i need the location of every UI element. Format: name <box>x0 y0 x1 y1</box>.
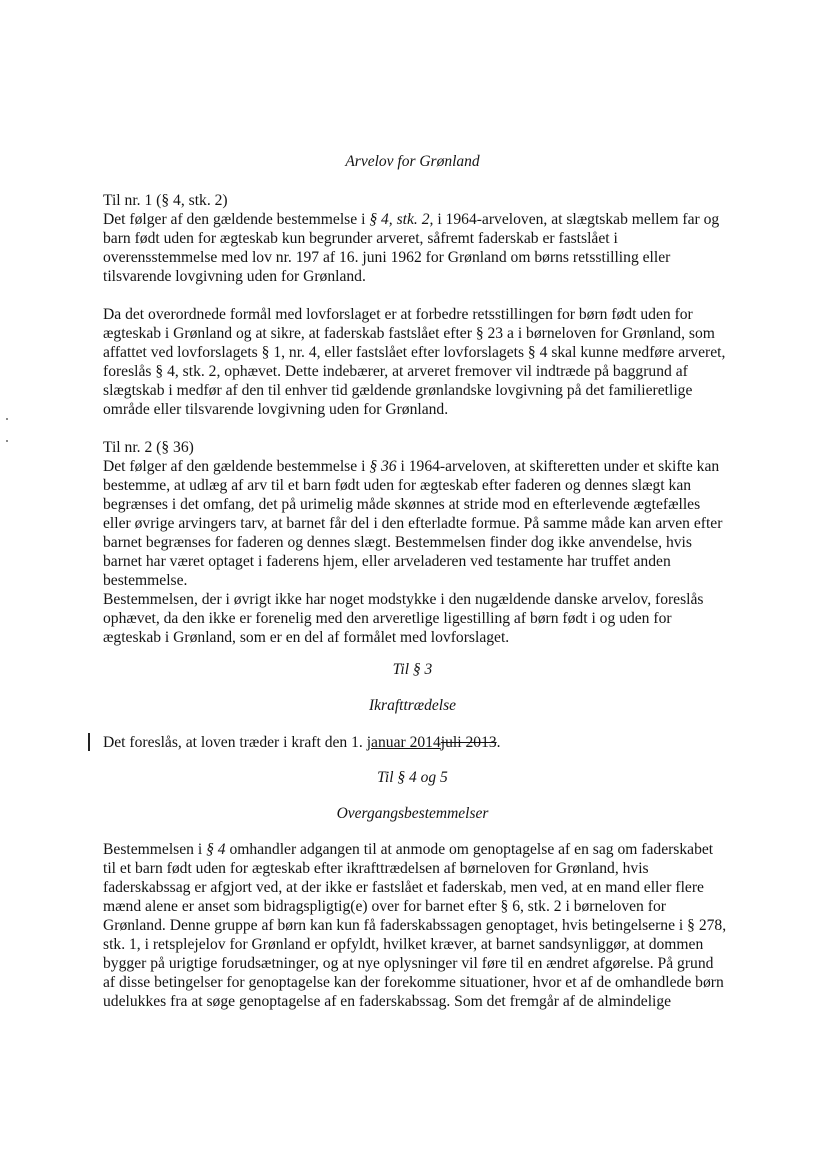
section-nr1 <box>103 191 743 286</box>
text-line: barnet begrænses for faderen og dennes slægt. Bestemmelsen finder dog ikke anvendelse, hvis <box>103 534 692 551</box>
section-subtitle-overgang: Overgangsbestemmelser <box>336 805 489 822</box>
text-line: stk. 1, i retsplejelov for Grønland er opfyldt, hvilket kræver, at barnet sandsynliggør, at dommen <box>103 936 704 953</box>
paragraph-repeal <box>103 590 743 647</box>
text-line: affattet ved lovforslagets § 1, nr. 4, eller fastslået efter lovforslagets § 4 skal kunne medføre arveret, <box>103 344 726 361</box>
text-line: Bestemmelsen, der i øvrigt ikke har noget modstykke i den nugældende danske arvelov, foreslås <box>103 591 704 608</box>
text-line: barn født uden for ægteskab kun begrunder arveret, såfremt faderskab er fastslået i <box>103 230 618 247</box>
scan-mark <box>6 440 8 442</box>
paragraph-purpose <box>103 305 743 419</box>
text-line: Det følger af den gældende bestemmelse i § 4, stk. 2, i 1964-arveloven, at slægtskab mellem far og <box>103 211 720 228</box>
text-line: faderskabssag er afgjort ved, at der ikke er fastslået et faderskab, men ved, at en mand eller flere <box>103 879 704 896</box>
text-line: til et barn født uden for ægteskab efter ikrafttrædelsen af børneloven for Grønland, hvis <box>103 860 649 877</box>
text-line: ægteskab i Grønland og at sikre, at faderskab fastslået efter § 23 a i børneloven for Grønland, som <box>103 325 715 342</box>
text-line: Grønland. Denne gruppe af børn kan kun få faderskabssagen genoptaget, hvis betingelserne i § 278, <box>103 917 727 934</box>
paragraph-transition <box>103 840 743 1011</box>
text-line: Det følger af den gældende bestemmelse i § 36 i 1964-arveloven, at skifteretten under et skifte kan <box>103 458 720 475</box>
section-title-til3: Til § 3 <box>392 661 433 678</box>
text-line: område eller tilsvarende lovgivning uden for Grønland. <box>103 401 449 418</box>
inserted-text: januar 2014 <box>366 734 441 751</box>
text-line: bygger på urigtige forudsætninger, og at nye oplysninger vil føre til en ændret afgørelse. På grund <box>103 955 714 972</box>
text-line: begrænses i det omfang, det på urimelig måde skønnes at stride mod en efterlevende ægtefælles <box>103 496 701 513</box>
text-line: Bestemmelsen i § 4 omhandler adgangen til at anmode om genoptagelse af en sag om faderskabet <box>103 841 714 858</box>
text-line: barnet har været optaget i faderens hjem, eller arveladeren ved testamente har truffet anden <box>103 553 671 570</box>
text-line: Det foreslås, at loven træder i kraft den 1. januar 2014juli 2013. <box>103 734 501 751</box>
text-line: Da det overordnede formål med lovforslaget er at forbedre retsstillingen for børn født uden for <box>103 306 693 323</box>
scan-mark <box>6 418 8 420</box>
text-line: overensstemmelse med lov nr. 197 af 16. juni 1962 for Grønland om børns retsstilling eller <box>103 249 671 266</box>
text-line: ophævet, da den ikke er forenelig med den arveretlige ligestilling af børn født i og uden for <box>103 610 672 627</box>
section-heading: Til nr. 1 (§ 4, stk. 2) <box>103 192 228 209</box>
change-bar <box>88 733 90 751</box>
text-line: ægteskab i Grønland, som er en del af formålet med lovforslaget. <box>103 629 510 646</box>
text-line: bestemmelse. <box>103 572 188 589</box>
text-line: mænd alene er anset som bidragspligtig(e) over for barnet efter § 6, stk. 2 i børneloven for <box>103 898 666 915</box>
text-line: slægtskab i medfør af den til enhver tid gældende grønlandske lovgivning på det familieretlige <box>103 382 693 399</box>
deleted-text: juli 2013 <box>440 734 497 751</box>
text-line: tilsvarende lovgivning uden for Grønland. <box>103 268 366 285</box>
section-subtitle-ikraft: Ikrafttrædelse <box>369 697 456 714</box>
section-nr2 <box>103 438 743 590</box>
text-line: af disse betingelser for genoptagelse kan der forekomme situationer, hvor et af de omhandlede børn <box>103 974 724 991</box>
text-line: bestemme, at udlæg af arv til et barn født uden for ægteskab efter faderen og dennes slægt kan <box>103 477 692 494</box>
text-line: foreslås § 4, stk. 2, ophævet. Dette indebærer, at arveret fremover vil indtræde på baggrund af <box>103 363 688 380</box>
paragraph-commencement <box>103 733 743 752</box>
document-title: Arvelov for Grønland <box>345 153 480 170</box>
text-line: eller øvrige arvingers tarv, at barnet får del i den efterladte formue. På samme måde kan arven efter <box>103 515 723 532</box>
text-line: udelukkes fra at søge genoptagelse af en faderskabssag. Som det fremgår af de almindelige <box>103 993 672 1010</box>
section-heading: Til nr. 2 (§ 36) <box>103 439 194 456</box>
section-title-til4og5: Til § 4 og 5 <box>377 769 448 786</box>
